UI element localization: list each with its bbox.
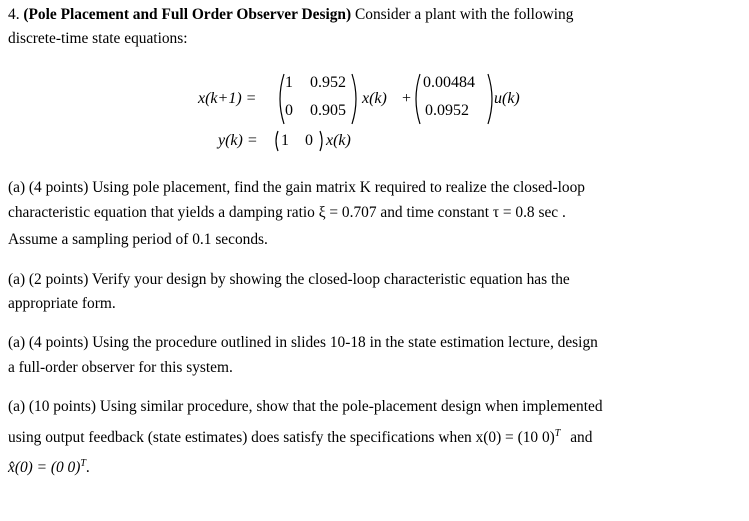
matrix-A-r1c2: 0.952 <box>310 74 346 91</box>
input-u: u(k) <box>494 90 520 107</box>
part-4-line2: using output feedback (state estimates) does satisfy the specifications when x(0) = (10 0)$^T$ and <box>8 428 593 447</box>
part-1-line1: (a) (4 points) Using pole placement, find the gain matrix K required to realize the closed-loop <box>8 179 585 196</box>
part-2-line2: appropriate form. <box>8 295 116 312</box>
state-vector-x: x(k) <box>362 90 387 107</box>
part-3-line1: (a) (4 points) Using the procedure outlined in slides 10-18 in the state estimation lecture, design <box>8 334 598 351</box>
matrix-A-r1c1: 1 <box>285 74 293 91</box>
problem-intro-line2: discrete-time state equations: <box>8 30 188 47</box>
problem-header <box>8 6 573 24</box>
part-2-line1: (a) (2 points) Verify your design by showing the closed-loop characteristic equation has the <box>8 271 570 288</box>
matrix-A-r2c2: 0.905 <box>310 102 346 119</box>
matrix-C-c2: 0 <box>305 132 313 149</box>
output-equation-lhs: y(k) = <box>218 132 258 149</box>
part-1-line3: Assume a sampling period of 0.1 seconds. <box>8 231 268 248</box>
state-equation-lhs: x(k+1) = <box>198 90 257 107</box>
plus-sign: + <box>402 90 412 107</box>
part-3-line2: a full-order observer for this system. <box>8 359 233 376</box>
matrix-C-c1: 1 <box>281 132 289 149</box>
part-4-line3: x̂(0) = (0 0)$^T$. <box>8 458 90 477</box>
part-4-line1: (a) (10 points) Using similar procedure, show that the pole-placement design when implemented <box>8 398 603 415</box>
matrix-A-r2c1: 0 <box>285 102 293 119</box>
problem-number: 4. <box>8 6 20 23</box>
matrix-B-r1: 0.00484 <box>423 74 475 91</box>
part-1-line2: characteristic equation that yields a damping ratio ξ = 0.707 and time constant τ = 0.8 sec . <box>8 204 566 221</box>
problem-title: (Pole Placement and Full Order Observer Design) <box>23 6 352 23</box>
problem-intro-line1: Consider a plant with the following <box>354 6 574 23</box>
matrix-B-r2: 0.0952 <box>425 102 469 119</box>
output-state-x: x(k) <box>326 132 351 149</box>
